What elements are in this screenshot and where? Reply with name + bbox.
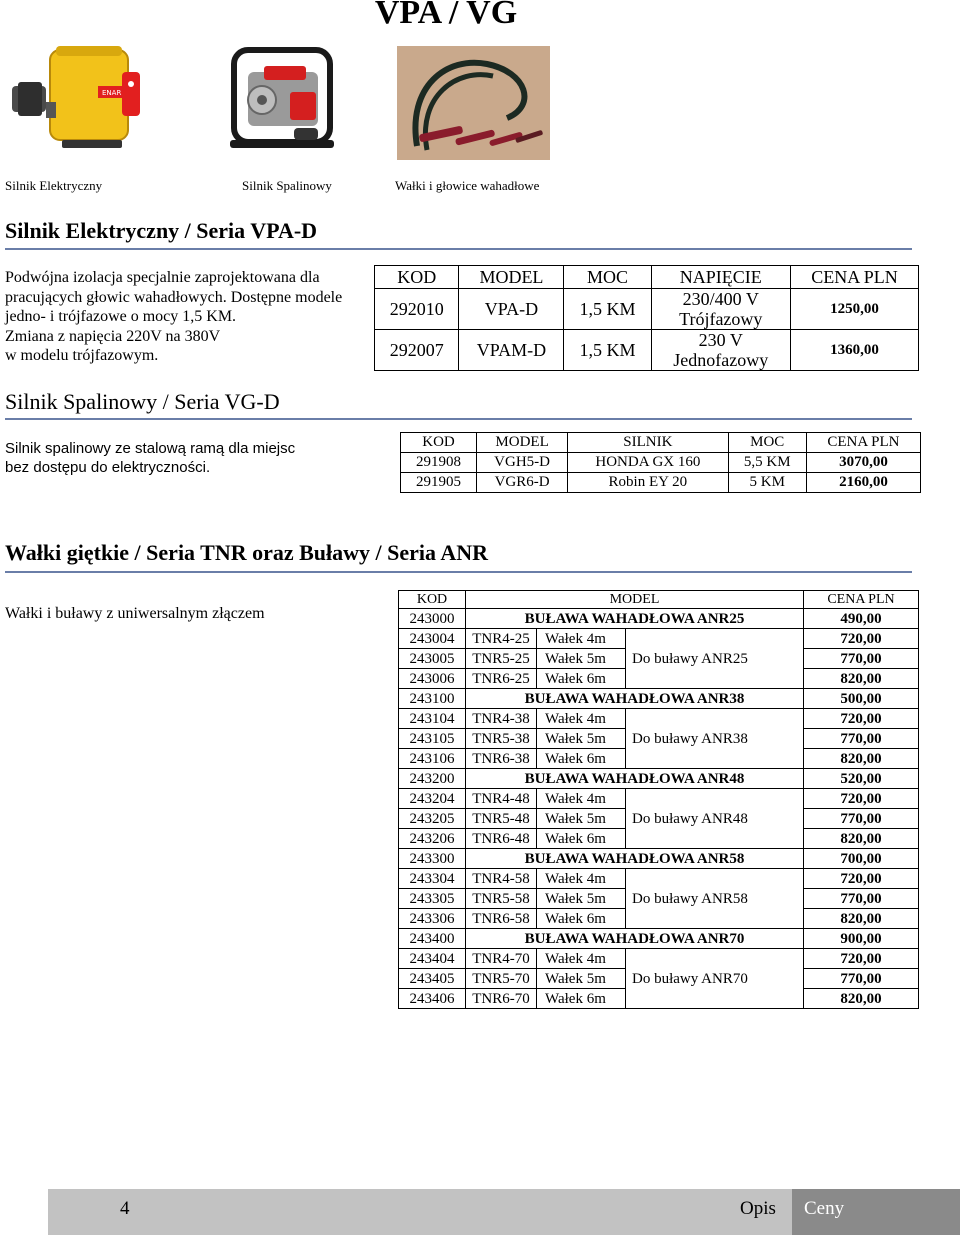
cell-desc: Wałek 4m	[537, 789, 626, 809]
cell-note: Do buławy ANR25	[626, 629, 804, 689]
cell-cena: 820,00	[804, 669, 919, 689]
table-row-mace	[399, 769, 919, 789]
cell-kod: 243406	[399, 989, 466, 1009]
cell-desc: Wałek 6m	[537, 749, 626, 769]
table-row	[401, 473, 921, 493]
cell-model: TNR6-25	[466, 669, 537, 689]
desc-line: pracujących głowic wahadłowych. Dostępne modele	[5, 288, 343, 306]
table-row-mace	[399, 609, 919, 629]
table-row-mace	[399, 849, 919, 869]
svg-text:ENAR: ENAR	[102, 89, 122, 97]
cell-silnik: Robin EY 20	[568, 473, 728, 493]
cell-model: TNR4-25	[466, 629, 537, 649]
col-kod: KOD	[399, 591, 466, 609]
cell-desc: Wałek 4m	[537, 869, 626, 889]
col-moc: MOC	[728, 433, 806, 453]
cell-model: VPA-D	[459, 289, 564, 330]
section2-description	[5, 439, 295, 477]
petrol-engine-table	[400, 432, 921, 493]
page-footer	[48, 1189, 960, 1235]
col-model: MODEL	[459, 266, 564, 289]
cell-desc: Wałek 5m	[537, 649, 626, 669]
desc-line: w modelu trójfazowym.	[5, 347, 159, 364]
table-row	[399, 869, 919, 889]
footer-tab-opis[interactable]: Opis	[740, 1198, 776, 1219]
cell-cena: 720,00	[804, 949, 919, 969]
footer-tab-ceny[interactable]	[792, 1189, 960, 1235]
cell-cena: 820,00	[804, 989, 919, 1009]
col-cena: CENA PLN	[806, 433, 920, 453]
cell-cena: 770,00	[804, 969, 919, 989]
section3-heading: Wałki giętkie / Seria TNR oraz Buławy / Seria ANR	[5, 540, 488, 565]
table-header-row	[375, 266, 919, 289]
desc-line: Zmiana z napięcia 220V na 380V	[5, 327, 221, 345]
col-cena: CENA PLN	[790, 266, 918, 289]
electric-motor-table	[374, 265, 919, 371]
cell-kod: 243306	[399, 909, 466, 929]
cell-kod: 243200	[399, 769, 466, 789]
table-row	[375, 330, 919, 371]
cell-note: Do buławy ANR48	[626, 789, 804, 849]
section1-description	[5, 268, 342, 366]
cell-kod: 243100	[399, 689, 466, 709]
section1-heading: Silnik Elektryczny / Seria VPA-D	[5, 218, 318, 243]
section1-divider	[5, 248, 912, 250]
cell-kod: 243204	[399, 789, 466, 809]
section2-divider	[5, 418, 912, 420]
cell-moc: 5,5 KM	[728, 453, 806, 473]
cell-kod: 243304	[399, 869, 466, 889]
cell-model: TNR6-48	[466, 829, 537, 849]
napiecie-value: 230/400 V	[682, 289, 759, 309]
cell-kod: 243104	[399, 709, 466, 729]
desc-line: Podwójna izolacja specjalnie zaprojektowana dla	[5, 269, 320, 286]
desc-line: Silnik spalinowy ze stalową ramą dla miejsc	[5, 440, 296, 457]
cell-model: TNR4-70	[466, 949, 537, 969]
cell-cena: 900,00	[804, 929, 919, 949]
shafts-heads-image	[397, 46, 550, 160]
cell-mace-name: BUŁAWA WAHADŁOWA ANR38	[466, 689, 804, 709]
cell-cena: 770,00	[804, 729, 919, 749]
cell-model: TNR6-58	[466, 909, 537, 929]
cell-cena: 700,00	[804, 849, 919, 869]
cell-note: Do buławy ANR70	[626, 949, 804, 1009]
cell-kod: 292007	[375, 330, 459, 371]
napiecie-type: Trójfazowy	[679, 309, 763, 329]
napiecie-value: 230 V	[698, 330, 743, 350]
cell-cena: 770,00	[804, 889, 919, 909]
cell-kod: 243005	[399, 649, 466, 669]
table-row	[399, 709, 919, 729]
cell-kod: 243305	[399, 889, 466, 909]
cell-cena: 2160,00	[806, 473, 920, 493]
cell-cena: 500,00	[804, 689, 919, 709]
caption-shafts: Wałki i głowice wahadłowe	[395, 178, 540, 193]
cell-cena: 720,00	[804, 629, 919, 649]
cell-desc: Wałek 6m	[537, 989, 626, 1009]
cell-note: Do buławy ANR38	[626, 709, 804, 769]
cell-model: TNR4-38	[466, 709, 537, 729]
shafts-table	[398, 590, 919, 1009]
table-header-row	[399, 591, 919, 609]
cell-desc: Wałek 5m	[537, 809, 626, 829]
col-silnik: SILNIK	[568, 433, 728, 453]
col-napiecie: NAPIĘCIE	[651, 266, 790, 289]
cell-cena: 720,00	[804, 789, 919, 809]
cell-model: TNR4-48	[466, 789, 537, 809]
table-row	[399, 629, 919, 649]
cell-desc: Wałek 6m	[537, 909, 626, 929]
table-row	[399, 949, 919, 969]
cell-desc: Wałek 6m	[537, 829, 626, 849]
caption-petrol-engine: Silnik Spalinowy	[242, 178, 332, 193]
desc-line: bez dostępu do elektryczności.	[5, 459, 211, 476]
cell-model: VGH5-D	[476, 453, 567, 473]
cell-mace-name: BUŁAWA WAHADŁOWA ANR48	[466, 769, 804, 789]
cell-kod: 243106	[399, 749, 466, 769]
cell-model: TNR4-58	[466, 869, 537, 889]
cell-kod: 292010	[375, 289, 459, 330]
table-row-mace	[399, 689, 919, 709]
cell-model: TNR5-25	[466, 649, 537, 669]
col-kod: KOD	[401, 433, 477, 453]
cell-napiecie	[651, 289, 790, 330]
table-header-row	[401, 433, 921, 453]
cell-note: Do buławy ANR58	[626, 869, 804, 929]
page-title: VPA / VG	[374, 0, 518, 31]
cell-cena: 1250,00	[790, 289, 918, 330]
cell-kod: 243404	[399, 949, 466, 969]
petrol-engine-image	[228, 44, 338, 152]
cell-model: TNR6-70	[466, 989, 537, 1009]
cell-cena: 770,00	[804, 649, 919, 669]
cell-kod: 243004	[399, 629, 466, 649]
cell-cena: 820,00	[804, 829, 919, 849]
cell-mace-name: BUŁAWA WAHADŁOWA ANR70	[466, 929, 804, 949]
col-cena: CENA PLN	[804, 591, 919, 609]
cell-kod: 243000	[399, 609, 466, 629]
cell-desc: Wałek 5m	[537, 729, 626, 749]
table-row	[399, 789, 919, 809]
cell-silnik: HONDA GX 160	[568, 453, 728, 473]
section2-heading: Silnik Spalinowy / Seria VG-D	[5, 389, 280, 414]
cell-kod: 243405	[399, 969, 466, 989]
cell-cena: 3070,00	[806, 453, 920, 473]
cell-kod: 243006	[399, 669, 466, 689]
page-number: 4	[120, 1198, 130, 1219]
cell-model: VGR6-D	[476, 473, 567, 493]
col-moc: MOC	[564, 266, 651, 289]
cell-cena: 820,00	[804, 909, 919, 929]
cell-kod: 243206	[399, 829, 466, 849]
cell-cena: 820,00	[804, 749, 919, 769]
cell-desc: Wałek 6m	[537, 669, 626, 689]
cell-cena: 1360,00	[790, 330, 918, 371]
cell-moc: 1,5 KM	[564, 289, 651, 330]
cell-model: TNR5-58	[466, 889, 537, 909]
cell-kod: 243400	[399, 929, 466, 949]
cell-cena: 490,00	[804, 609, 919, 629]
cell-cena: 720,00	[804, 709, 919, 729]
cell-cena: 720,00	[804, 869, 919, 889]
table-row-mace	[399, 929, 919, 949]
section3-divider	[5, 571, 912, 573]
cell-cena: 520,00	[804, 769, 919, 789]
table-row	[375, 289, 919, 330]
cell-model: TNR5-70	[466, 969, 537, 989]
table-row	[401, 453, 921, 473]
cell-model: TNR6-38	[466, 749, 537, 769]
section3-description: Wałki i buławy z uniwersalnym złączem	[5, 605, 265, 622]
cell-model: VPAM-D	[459, 330, 564, 371]
cell-model: TNR5-48	[466, 809, 537, 829]
cell-moc: 5 KM	[728, 473, 806, 493]
desc-line: jedno- i trójfazowe o mocy 1,5 KM.	[5, 308, 237, 325]
cell-kod: 243105	[399, 729, 466, 749]
col-model: MODEL	[476, 433, 567, 453]
cell-desc: Wałek 4m	[537, 709, 626, 729]
napiecie-type: Jednofazowy	[673, 350, 769, 370]
cell-model: TNR5-38	[466, 729, 537, 749]
cell-desc: Wałek 4m	[537, 949, 626, 969]
cell-napiecie	[651, 330, 790, 371]
col-model: MODEL	[466, 591, 804, 609]
cell-desc: Wałek 4m	[537, 629, 626, 649]
electric-motor-image	[10, 42, 145, 154]
cell-desc: Wałek 5m	[537, 889, 626, 909]
cell-kod: 291908	[401, 453, 477, 473]
cell-kod: 243205	[399, 809, 466, 829]
cell-mace-name: BUŁAWA WAHADŁOWA ANR25	[466, 609, 804, 629]
cell-moc: 1,5 KM	[564, 330, 651, 371]
cell-cena: 770,00	[804, 809, 919, 829]
footer-tab-ceny-label: Ceny	[804, 1198, 845, 1219]
caption-electric-motor: Silnik Elektryczny	[5, 178, 103, 193]
col-kod: KOD	[375, 266, 459, 289]
cell-mace-name: BUŁAWA WAHADŁOWA ANR58	[466, 849, 804, 869]
cell-kod: 243300	[399, 849, 466, 869]
cell-kod: 291905	[401, 473, 477, 493]
cell-desc: Wałek 5m	[537, 969, 626, 989]
